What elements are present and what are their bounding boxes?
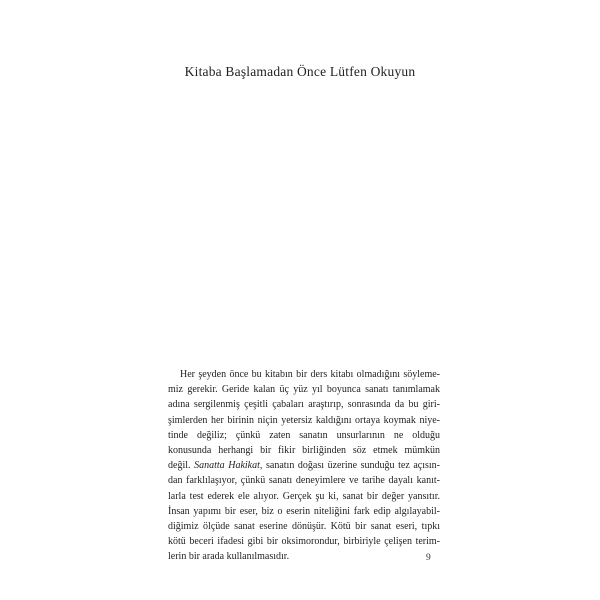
text-line: dan farklılaşıyor, çünkü sanatı deneyimlere ve tarihe dayalı kanıt- — [168, 475, 440, 487]
text-line: konusunda herhangi bir fikir birliğinden söz etmek mümkün — [168, 444, 440, 456]
text-line: tinde değiliz; çünkü zaten sanatın unsurlarının ne olduğu — [168, 429, 440, 441]
text-line: lerin bir arada kullanılmasıdır. — [168, 551, 290, 563]
text-line: Her şeyden önce bu kitabın bir ders kitabı olmadığını söyleme- — [180, 369, 440, 380]
chapter-title: Kitaba Başlamadan Önce Lütfen Okuyun — [184, 64, 416, 79]
text-line: kötü beceri ifadesi gibi bir oksimorondur, birbiriyle çelişen terim- — [168, 536, 440, 548]
text-line: şimlerden her birinin niçin yetersiz kaldığını ortaya koymak niye- — [168, 414, 440, 426]
text-line: diğimiz ölçüde sanat eserine dönüşür. Kötü bir sanat eseri, tıpkı — [168, 520, 440, 532]
text-line: adına sergilenmiş çeşitli çabaları araştırıp, sonrasında da bu giri- — [168, 399, 440, 411]
page-number: 9 — [426, 553, 431, 563]
text-line: İnsan yapımı bir eser, biz o eserin niteliğini fark edip algılayabil- — [168, 505, 440, 517]
text-line: miz gerekir. Geride kalan üç yüz yıl boyunca sanatı tanımlamak — [168, 384, 440, 396]
text-line-with-italic — [168, 458, 440, 473]
body-paragraph — [168, 367, 440, 564]
italic-book-title: Sanatta Hakikat — [194, 460, 260, 472]
text-segment: , sanatın doğası üzerine sunduğu tez açısın- — [259, 460, 441, 472]
text-segment: değil. — [168, 460, 191, 472]
text-line: larla test ederek ele alıyor. Gerçek şu ki, sanat bir değer yansıtır. — [168, 490, 440, 502]
